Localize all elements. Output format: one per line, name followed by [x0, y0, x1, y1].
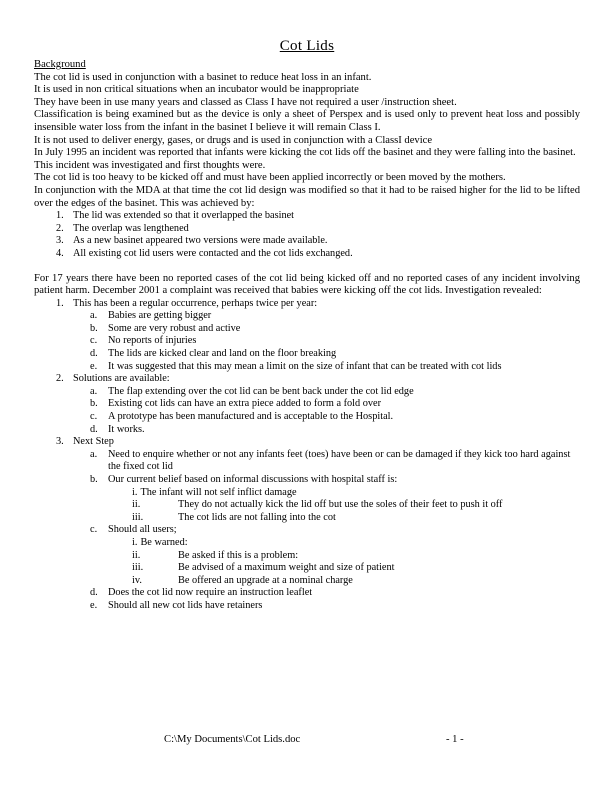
sub-list-item [34, 361, 580, 374]
list-text: Our current belief based on informal discussions with hospital staff is: [108, 474, 398, 485]
list-number: 2. [56, 222, 64, 234]
roman-list-item [34, 575, 580, 588]
list-number: c. [90, 335, 98, 347]
list-item [34, 298, 580, 374]
list-text: Some are very robust and active [108, 322, 241, 334]
list-text: The cot lids are not falling into the cot [178, 511, 336, 523]
list-item [34, 235, 580, 248]
sub-list-item [34, 587, 580, 600]
list-text: It works. [108, 423, 145, 435]
list-text: All existing cot lid users were contacted and the cot lids exchanged. [73, 247, 353, 259]
roman-list-item [34, 562, 580, 575]
list-text: Be warned: [140, 536, 188, 548]
sub-list [73, 449, 580, 613]
list-text: Should all new cot lids have retainers [108, 599, 263, 611]
sub-list [73, 386, 580, 436]
background-paragraphs [34, 72, 580, 211]
list-number: 3. [56, 436, 64, 448]
list-number: 1. [56, 297, 64, 309]
sub-list-item [34, 398, 580, 411]
list-number: 1. [56, 210, 64, 222]
investigation-intro: For 17 years there have been no reported cases of the cot lid being kicked off and no reported cases of any incident involving patient harm. December 2001 a complaint was received that babies were kicking off the cot lids. Investigation revealed: [34, 272, 580, 297]
sub-list-item [34, 600, 580, 613]
sub-list-item [34, 323, 580, 336]
list-text: Babies are getting bigger [108, 310, 212, 322]
background-paragraph: This incident was investigated and first thoughts were. [34, 159, 266, 171]
investigation-list [34, 298, 580, 613]
list-number: ii. [132, 549, 141, 561]
list-item [34, 436, 580, 612]
roman-list-item [34, 499, 580, 512]
roman-list-item [34, 512, 580, 525]
list-text: Should all users; [108, 524, 177, 536]
footer-file-path: C:\My Documents\Cot Lids.doc [164, 734, 301, 745]
list-text: The lid was extended so that it overlapped the basinet [73, 210, 295, 222]
sub-list-item [34, 386, 580, 399]
list-number: c. [90, 411, 98, 423]
background-paragraph: It is not used to deliver energy, gases, or drugs and is used in conjunction with a ClassI device [34, 134, 433, 146]
list-text: The flap extending over the cot lid can be bent back under the cot lid edge [108, 385, 414, 397]
list-number: 2. [56, 373, 64, 385]
list-item [34, 223, 580, 236]
sub-list-item [34, 348, 580, 361]
list-text: It was suggested that this may mean a limit on the size of infant that can be treated with cot lids [108, 360, 502, 372]
list-text: The infant will not self inflict damage [140, 486, 297, 498]
background-paragraph: Classification is being examined but as the device is only a sheet of Perspex and is used only to prevent heat loss and possibly insensible water loss from the infant in the basinet I believe it will remain Class I. [34, 109, 580, 133]
sub-list-item [34, 310, 580, 323]
list-text: Be asked if this is a problem: [178, 549, 299, 561]
list-number: 3. [56, 235, 64, 247]
list-text: Does the cot lid now require an instruction leaflet [108, 587, 313, 599]
background-paragraph: They have been in use many years and classed as Class I have not required a user /instruction sheet. [34, 96, 457, 108]
sub-list-item [34, 424, 580, 437]
list-number: 4. [56, 247, 64, 259]
list-text: This has been a regular occurrence, perhaps twice per year: [73, 297, 318, 309]
roman-list-item [34, 487, 580, 500]
list-number: b. [90, 398, 98, 410]
background-paragraph: It is used in non critical situations when an incubator would be inappropriate [34, 84, 359, 96]
list-number: b. [90, 474, 98, 485]
background-paragraph: The cot lid is too heavy to be kicked off and must have been applied incorrectly or been moved by the mothers. [34, 172, 506, 184]
list-number: a. [90, 310, 98, 322]
background-paragraph: The cot lid is used in conjunction with a basinet to reduce heat loss in an infant. [34, 71, 372, 83]
list-text: No reports of injuries [108, 335, 197, 347]
list-text: As a new basinet appeared two versions were made available. [73, 235, 328, 247]
list-text: They do not actually kick the lid off but use the soles of their feet to push it off [178, 499, 503, 511]
document-page [34, 38, 580, 613]
list-text: Need to enquire whether or not any infants feet (toes) have been or can be damaged if they kick too hard against the fixed cot lid [108, 448, 571, 473]
list-number: i. [132, 486, 138, 498]
list-item [34, 373, 580, 436]
list-text: The lids are kicked clear and land on the floor breaking [108, 348, 337, 360]
list-text: Be advised of a maximum weight and size of patient [178, 562, 395, 574]
list-text: Next Step [73, 436, 114, 448]
list-text: The overlap was lengthened [73, 222, 189, 234]
roman-list-item [34, 550, 580, 563]
list-number: ii. [132, 499, 141, 511]
list-number: a. [90, 448, 98, 460]
list-text: Solutions are available: [73, 373, 170, 385]
list-number: c. [90, 524, 98, 536]
list-number: d. [90, 587, 98, 599]
roman-list [108, 537, 580, 587]
list-number: b. [90, 322, 98, 334]
list-text: A prototype has been manufactured and is acceptable to the Hospital. [108, 411, 394, 423]
page-title: Cot Lids [279, 38, 335, 54]
list-number: d. [90, 423, 98, 435]
list-text: Existing cot lids can have an extra piece added to form a fold over [108, 398, 382, 410]
roman-list-item [34, 537, 580, 550]
list-number: e. [90, 599, 98, 611]
background-paragraph: In conjunction with the MDA at that time the cot lid design was modified so that it had to be raised higher for the lid to be lifted over the edges of the basinet. This was achieved by: [34, 184, 580, 209]
sub-list [73, 310, 580, 373]
list-text: Be offered an upgrade at a nominal charge [178, 574, 353, 586]
list-number: i. [132, 536, 138, 548]
list-number: e. [90, 360, 98, 372]
sub-list-item [34, 524, 580, 587]
list-item [34, 210, 580, 223]
list-number: iv. [132, 574, 142, 586]
background-actions-list [34, 210, 580, 260]
sub-list-item [34, 449, 580, 474]
sub-list-item [34, 335, 580, 348]
footer-page-number: - 1 - [446, 734, 464, 745]
background-heading: Background [34, 59, 86, 70]
sub-list-item [34, 474, 580, 524]
sub-list-item [34, 411, 580, 424]
list-item [34, 248, 580, 261]
list-number: iii. [132, 562, 144, 574]
background-paragraph: In July 1995 an incident was reported that infants were kicking the cot lids off the basinet and they were falling into the basinet. [34, 147, 576, 159]
list-number: a. [90, 385, 98, 397]
list-number: d. [90, 348, 98, 360]
roman-list [108, 487, 580, 525]
list-number: iii. [132, 511, 144, 523]
